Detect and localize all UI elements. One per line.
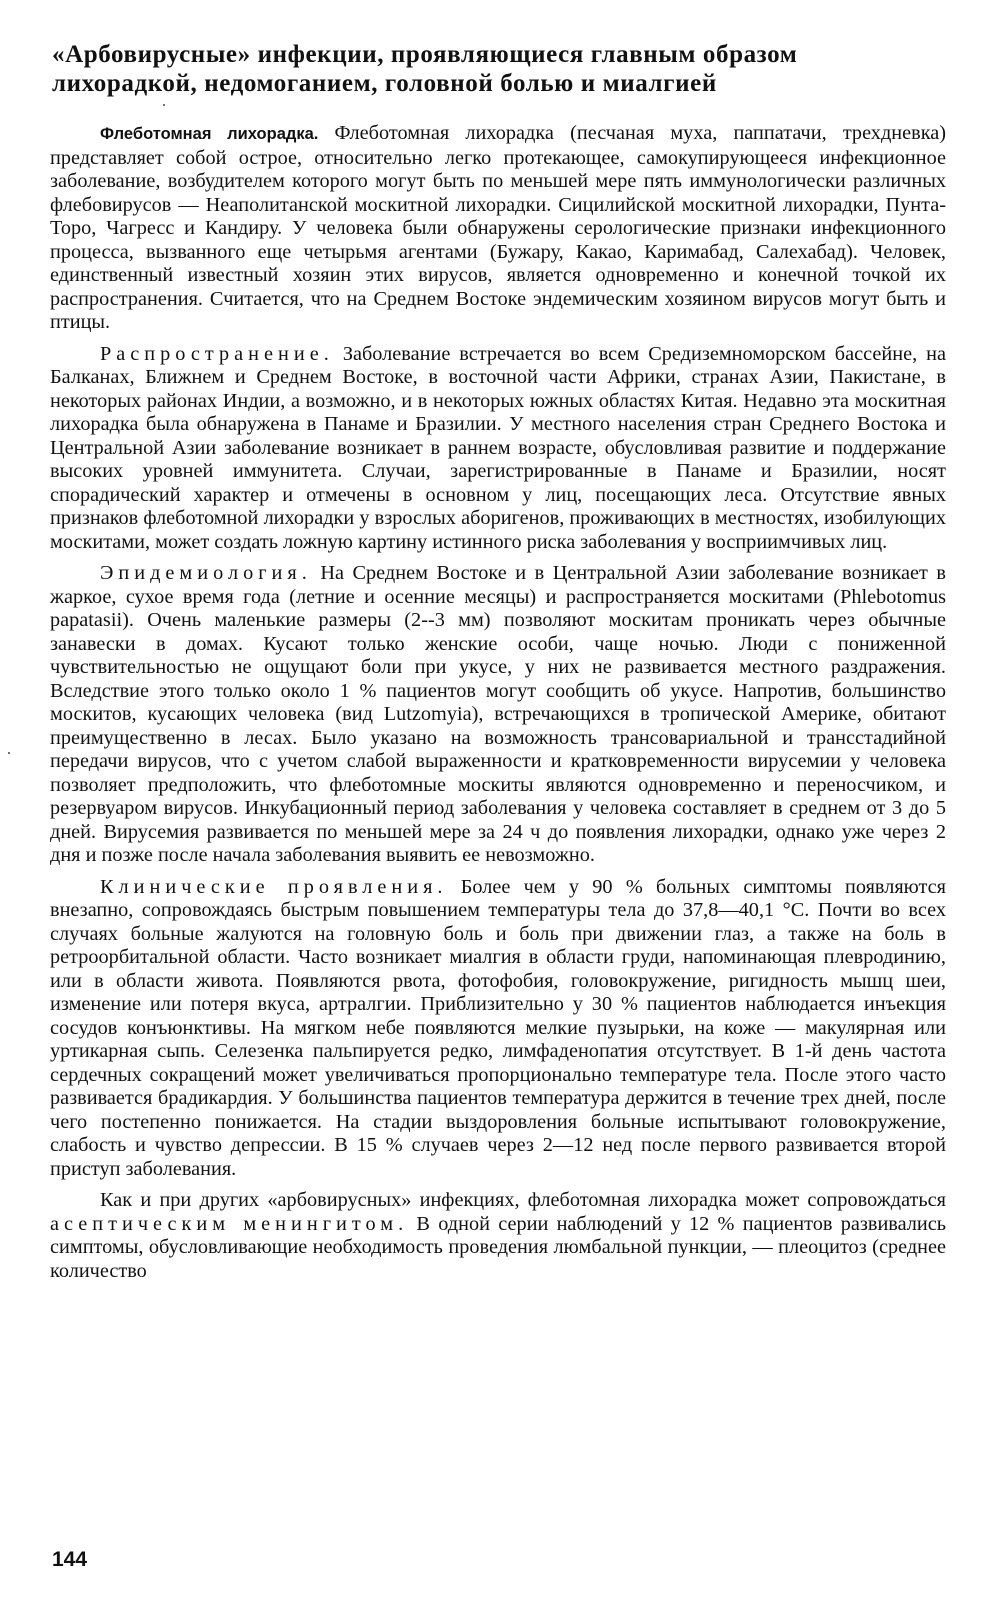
paragraph-meningitis: [50, 1189, 946, 1283]
run-in-heading: Флеботомная лихорадка.: [100, 125, 319, 143]
page-number: 144: [52, 1548, 88, 1571]
paragraph-text: Флеботомная лихорадка (песчаная муха, паппатачи, трехдневка) представляет собой острое, относительно легко протекающее, самокупирующееся инфекционное заболевание, возбудителем которого могут быть по меньшей мере пять иммунологически различных флебовирусов — Неаполитанской москитной лихорадки. Сицилийской москитной лихорадки, Пунта-Торо, Чагресс и Кандиру. У человека были обнаружены серологические признаки инфекционного процесса, вызванного еще четырьмя агентами (Бужару, Какао, Каримабад, Салехабад). Человек, единственный известный хозяин этих вирусов, является одновременно и конечной точкой их распространения. Считается, что на Среднем Востоке эндемическим хозяином вирусов могут быть и птицы.: [50, 122, 946, 333]
paragraph-text: В одной серии наблюдений у 12 % пациентов развивались симптомы, обусловливающие необходимость проведения люмбальной пункции, — плеоцитоз (среднее количество: [50, 1212, 947, 1282]
body-text: [50, 122, 946, 1291]
paragraph-text: Более чем у 90 % больных симптомы появляются внезапно, сопровождаясь быстрым повышением температуры тела до 37,8—40,1 °С. Почти во всех случаях больные жалуются на головную боль и боль при движении глаз, а также на боль в ретроорбитальной области. Часто возникает миалгия в области груди, напоминающая плевродинию, или в области живота. Появляются рвота, фотофобия, головокружение, ригидность мышц шеи, изменение или потеря вкуса, артралгии. Приблизительно у 30 % пациентов наблюдается инъекция сосудов конъюнктивы. На мягком небе появляются мелкие пузырьки, на коже — макулярная или уртикарная сыпь. Селезенка пальпируется редко, лимфаденопатия отсутствует. В 1-й день частота сердечных сокращений может увеличиваться пропорционально температуре тела. После этого часто развивается брадикардия. У большинства пациентов температура держится в течение трех дней, после чего постепенно понижается. На стадии выздоровления больные испытывают головокружение, слабость и чувство депрессии. В 15 % случаев через 2—12 нед после первого развивается второй приступ заболевания.: [50, 875, 947, 1180]
section-lead-distribution: Распространение.: [100, 342, 334, 365]
paragraph-epidemiology: [50, 562, 946, 868]
paragraph-text: На Среднем Востоке и в Центральной Азии заболевание возникает в жаркое, сухое время года (летние и осенние месяцы) и распространяется москитами (Phlebotomus papatasii). Очень маленькие размеры (2--3 мм) позволяют москитам проникать через обычные занавески в домах. Кусают только женские особи, чаще ночью. Люди с пониженной чувствительностью не ощущают боли при укусе, у них не развивается местного раздражения. Вследствие этого только около 1 % пациентов могут сообщить об укусе. Напротив, большинство москитов, кусающих человека (вид Lutzomyia), встречающихся в тропической Америке, обитают преимущественно в лесах. Было указано на возможность трансовариальной и трансстадийной передачи вирусов, что с учетом слабой выраженности и кратковременности вирусемии у человека позволяет предположить, что флеботомные москиты являются одновременно и переносчиком, и резервуаром вирусов. Инкубационный период заболевания у человека составляет в среднем от 3 до 5 дней. Вирусемия развивается по меньшей мере за 24 ч до появления лихорадки, однако уже через 2 дня и позже после начала заболевания выявить ее невозможно.: [50, 562, 946, 866]
section-lead-epidemiology: Эпидемиология.: [100, 562, 312, 584]
paragraph-text: Заболевание встречается во всем Средиземноморском бассейне, на Балканах, Ближнем и Среднем Востоке, в восточной части Африки, странах Азии, Пакистане, в некоторых районах Индии, а возможно, и в некоторых южных областях Китая. Недавно эта москитная лихорадка была обнаружена в Панаме и Бразилии. У местного населения стран Среднего Востока и Центральной Азии заболевание возникает в раннем возрасте, обусловливая развитие и поддержание высоких уровней иммунитета. Случаи, зарегистрированные в Панаме и Бразилии, носят спорадический характер и отмечены в основном у лиц, посещающих леса. Отсутствие явных признаков флеботомной лихорадки у взрослых аборигенов, проживающих в местностях, изобилующих москитами, может создать ложную картину истинного риска заболевания у восприимчивых лиц.: [50, 342, 946, 553]
paragraph-phlebotomus-fever: [50, 122, 946, 335]
paragraph-clinical: [50, 876, 946, 1182]
section-lead-clinical: Клинические проявления.: [100, 875, 448, 898]
print-speck: [8, 752, 10, 754]
paragraph-text: Как и при других «арбовирусных» инфекциях, флеботомная лихорадка может сопровождаться: [100, 1189, 946, 1211]
chapter-heading: «Арбовирусные» инфекции, проявляющиеся главным образом лихорадкой, недомоганием, головной болью и миалгией: [52, 41, 798, 97]
print-speck: [163, 104, 165, 106]
spaced-term: асептическим менингитом.: [50, 1212, 409, 1235]
paragraph-distribution: [50, 343, 946, 555]
